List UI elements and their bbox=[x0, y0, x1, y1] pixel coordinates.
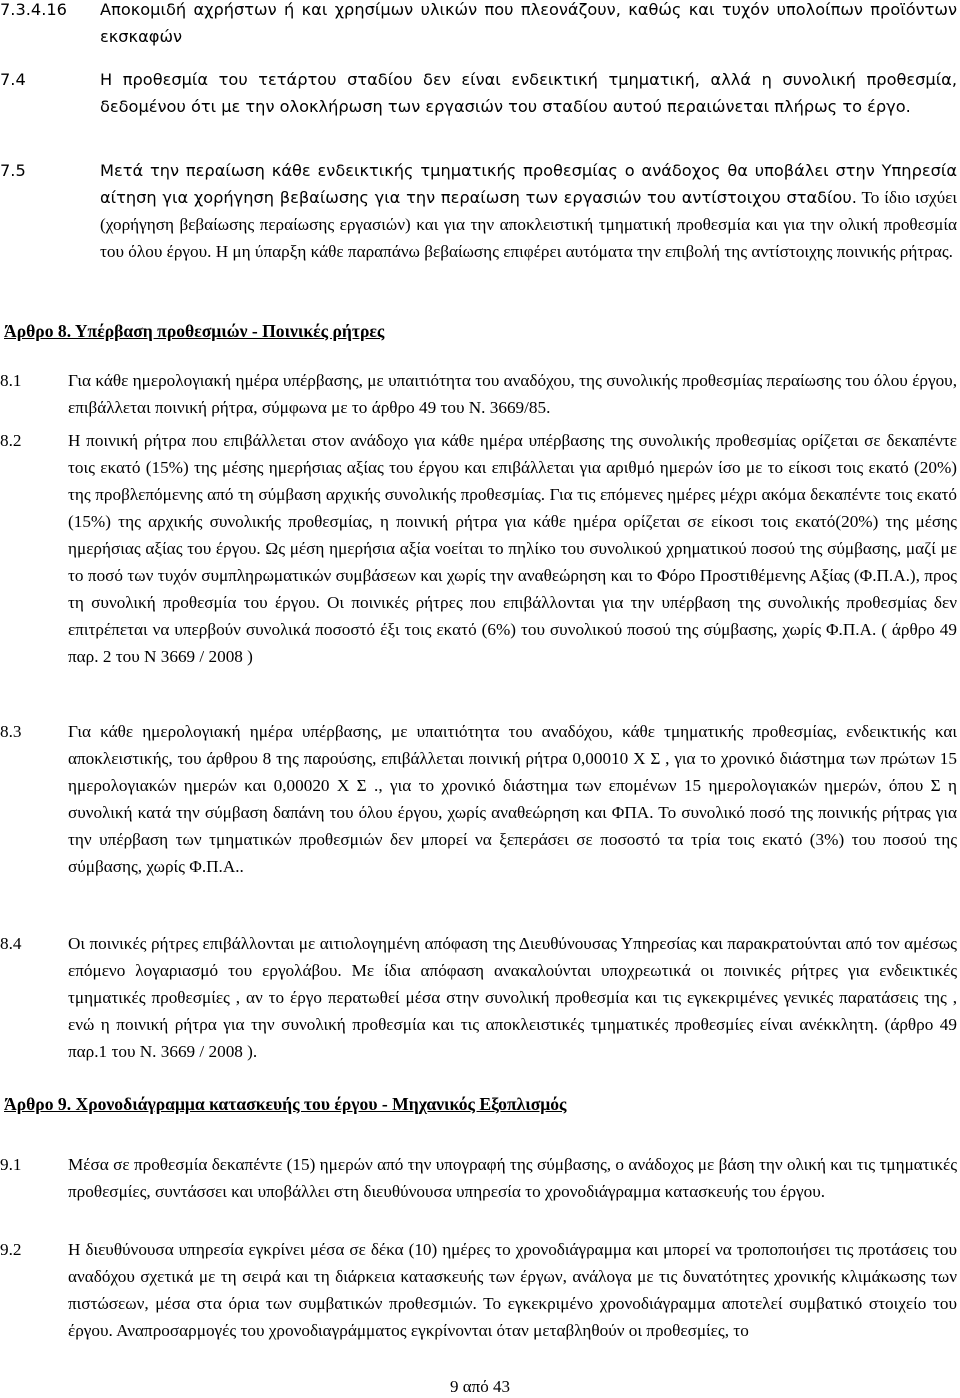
section-text: Μέσα σε προθεσμία δεκαπέντε (15) ημερών από την υπογραφή της σύμβασης, ο ανάδοχος με βάση την ολική και τις τμηματικές προθεσμίες, συντάσσει και υποβάλλει στη διευθύνουσα υπηρεσία το χρονοδιάγραμμα κατασκευής του έργου. bbox=[68, 1155, 957, 1201]
section-text: Η προθεσμία του τετάρτου σταδίου δεν είναι ενδεικτική τμηματική, αλλά η συνολική προθεσμία, δεδομένου ότι με την ολοκλήρωση των εργασιών του σταδίου αυτού περαιώνεται πλήρως το έργο. bbox=[100, 70, 957, 116]
section-number: 7.3.4.16 bbox=[0, 0, 67, 19]
page-number: 9 από 43 bbox=[450, 1377, 510, 1396]
section-7-5 bbox=[0, 157, 960, 292]
section-8-1 bbox=[0, 367, 960, 421]
section-9-1 bbox=[0, 1151, 960, 1232]
section-text: Οι ποινικές ρήτρες επιβάλλονται με αιτιολογημένη απόφαση της Διευθύνουσας Υπηρεσίας και παρακρατούνται από τον αμέσως επόμενο λογαριασμό του εργολάβου. Με ίδια απόφαση ανακαλούνται υποχρεωτικά οι ποινικές ρήτρες για ενδεικτικές τμηματικές προθεσμίες , αν το έργο περατωθεί μέσα στην συνολική προθεσμία και τις εγκεκριμένες γενικές παρατάσεις της , ενώ η ποινική ρήτρα για την συνολική προθεσμία και τις αποκλειστικές τμηματικές προθεσμίες είναι ανέκκλητη. (άρθρο 49 παρ.1 του Ν. 3669 / 2008 ). bbox=[68, 934, 957, 1061]
section-number: 8.4 bbox=[0, 934, 22, 953]
section-number: 8.2 bbox=[0, 431, 22, 450]
section-text-part-a: Μετά την περαίωση κάθε ενδεικτικής τμηματικής προθεσμίας ο ανάδοχος θα υποβάλει στην Υπηρεσία αίτηση για χορήγηση βεβαίωσης για την περαίωση των εργασιών του αντίστοιχου σταδίου. bbox=[100, 161, 957, 207]
section-text: Η διευθύνουσα υπηρεσία εγκρίνει μέσα σε δέκα (10) ημέρες το χρονοδιάγραμμα και μπορεί να τροποποιήσει τις προτάσεις του αναδόχου σχετικά με τη σειρά και τη διάρκεια κατασκευής των έργων, ανάλογα με τις δυνατότητες χρονικής κλιμάκωσης των πιστώσεων, μέσα στα όρια των συμβατικών προθεσμιών. Το εγκεκριμένο χρονοδιάγραμμα αποτελεί συμβατικό στοιχείο του έργου. Αναπροσαρμογές του χρονοδιαγράμματος εγκρίνονται όταν μεταβληθούν οι προθεσμίες, το bbox=[68, 1240, 957, 1340]
section-text: Για κάθε ημερολογιακή ημέρα υπέρβασης, με υπαιτιότητα του αναδόχου, κάθε τμηματικής προθεσμίας, ενδεικτικής και αποκλειστικής, του άρθρου 8 της παρούσης, επιβάλλεται ποινική ρήτρα 0,00010 Χ Σ , για το χρονικό διάστημα των πρώτων 15 ημερολογιακών ημερών και 0,00020 Χ Σ ., για το χρονικό διάστημα των επομένων 15 ημερολογιακών ημερών, όπου Σ η συνολική κατά την σύμβαση δαπάνη του όλου έργου, χωρίς αναθεώρηση και ΦΠΑ. Το συνολικό ποσό της ποινικής ρήτρας για την υπέρβαση των τμηματικών προθεσμιών δεν μπορεί να ξεπεράσει σε ποσοστό τα τρία τοις εκατό (3%) του ποσού της σύμβασης, χωρίς Φ.Π.Α.. bbox=[68, 722, 957, 876]
section-number: 9.2 bbox=[0, 1240, 22, 1259]
section-text: Για κάθε ημερολογιακή ημέρα υπέρβασης, με υπαιτιότητα του αναδόχου, της συνολικής προθεσμίας περαίωσης του όλου έργου, επιβάλλεται ποινική ρήτρα, σύμφωνα με το άρθρο 49 του Ν. 3669/85. bbox=[68, 371, 957, 417]
section-number: 8.3 bbox=[0, 722, 22, 741]
section-text: Η ποινική ρήτρα που επιβάλλεται στον ανάδοχο για κάθε ημέρα υπέρβασης της συνολικής προθεσμίας ορίζεται σε δεκαπέντε τοις εκατό (15%) της μέσης ημερήσιας αξίας του έργου και επιβάλλεται για αριθμό ημερών ίσο με το είκοσι τοις εκατό (20%) της προβλεπόμενης από τη σύμβαση αρχικής συνολικής προθεσμίας. Για τις επόμενες ημέρες μέχρι ακόμα δεκαπέντε τοις εκατό (15%) της αρχικής συνολικής προθεσμίας, η ποινική ρήτρα για κάθε ημέρα ορίζεται σε είκοσι τοις εκατό(20%) της μέσης ημερήσιας αξίας του έργου. Ως μέση ημερήσια αξία νοείται το πηλίκο του συνολικού χρηματικού ποσού της σύμβασης, μαζί με το ποσό των τυχόν συμπληρωματικών συμβάσεων και χωρίς την αναθεώρηση και το Φόρο Προστιθέμενης Αξίας (Φ.Π.Α.), προς τη συνολική προθεσμία του έργου. Οι ποινικές ρήτρες που επιβάλλονται για την υπέρβαση της συνολικής προθεσμίας δεν επιτρέπεται να υπερβούν συνολικά ποσοστό έξι τοις εκατό (6%) του συνολικού ποσού της σύμβασης, χωρίς Φ.Π.Α. ( άρθρο 49 παρ. 2 του Ν 3669 / 2008 ) bbox=[68, 431, 957, 666]
section-number: 7.5 bbox=[0, 161, 26, 180]
section-text-part-b: Το ίδιο ισχύει (χορήγηση βεβαίωσης περαίωσης εργασιών) και για την αποκλειστική τμηματική προθεσμία και για την ολική προθεσμία του όλου έργου. Η μη ύπαρξη κάθε παραπάνω βεβαίωσης επιφέρει αυτόματα την επιβολή της αντίστοιχης ποινικής ρήτρας. bbox=[100, 188, 957, 261]
section-7-3-4-16 bbox=[0, 0, 960, 50]
section-number: 9.1 bbox=[0, 1155, 22, 1174]
section-number: 8.1 bbox=[0, 371, 22, 390]
section-text: Αποκομιδή αχρήστων ή και χρησίμων υλικών που πλεονάζουν, καθώς και τυχόν υπολοίπων προϊόντων εκσκαφών bbox=[100, 0, 957, 46]
section-8-4 bbox=[0, 930, 960, 1092]
section-8-2 bbox=[0, 427, 960, 697]
section-number: 7.4 bbox=[0, 70, 26, 89]
section-9-2 bbox=[0, 1236, 960, 1371]
article-9-heading: Άρθρο 9. Χρονοδιάγραμμα κατασκευής του έργου - Μηχανικός Εξοπλισμός bbox=[4, 1094, 567, 1114]
section-8-3 bbox=[0, 718, 960, 907]
article-8-heading: Άρθρο 8. Υπέρβαση προθεσμιών - Ποινικές ρήτρες bbox=[4, 321, 385, 341]
section-text bbox=[100, 157, 957, 265]
section-7-4 bbox=[0, 66, 960, 147]
